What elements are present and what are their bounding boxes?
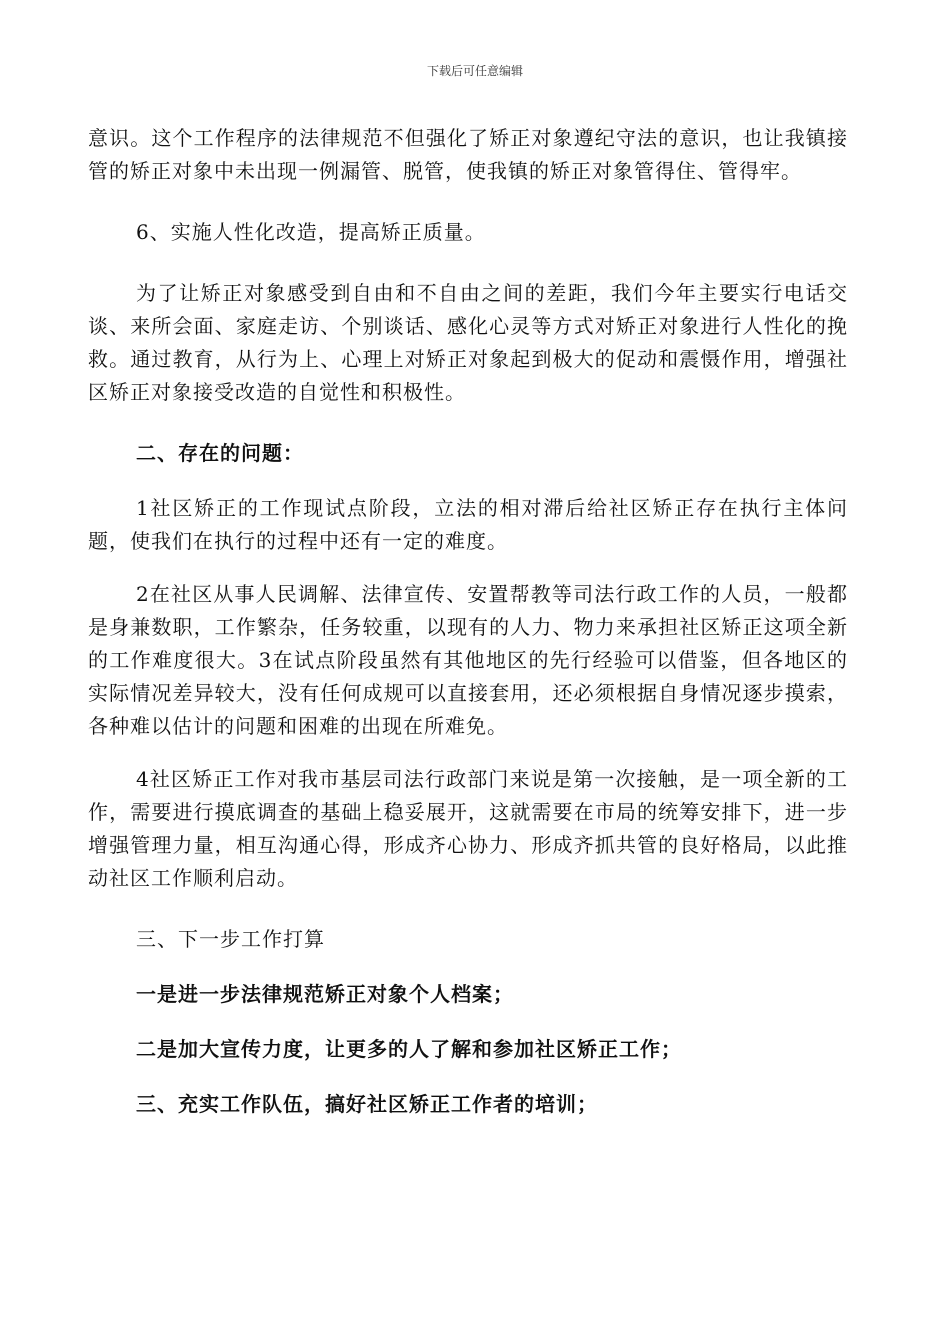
paragraph-problem-2: 2在社区从事人民调解、法律宣传、安置帮教等司法行政工作的人员，一般都是身兼数职，工作繁杂，任务较重，以现有的人力、物力来承担社区矫正这项全新的工作难度很大。3在试点阶段虽然有其他地区的先行经验可以借鉴，但各地区的实际情况差异较大，没有任何成规可以直接套用，还必须根据自身情况逐步摸索，各种难以估计的问题和困难的出现在所难免。 [88,582,848,738]
paragraph-problem-4: 4社区矫正工作对我市基层司法行政部门来说是第一次接触，是一项全新的工作，需要进行摸底调查的基础上稳妥展开，这就需要在市局的统筹安排下，进一步增强管理力量，相互沟通心得，形成齐心协力、形成齐抓共管的良好格局，以此推动社区工作顺利启动。 [88,767,848,890]
paragraph-body: 为了让矫正对象感受到自由和不自由之间的差距，我们今年主要实行电话交谈、来所会面、家庭走访、个别谈话、感化心灵等方式对矫正对象进行人性化的挽救。通过教育，从行为上、心理上对矫正对象起到极大的促动和震慑作用，增强社区矫正对象接受改造的自觉性和积极性。 [88,281,848,404]
plan-item-2: 二是加大宣传力度，让更多的人了解和参加社区矫正工作； [136,1037,682,1061]
section-item-heading: 6、实施人性化改造，提高矫正质量。 [136,220,486,244]
paragraph-continuation: 意识。这个工作程序的法律规范不但强化了矫正对象遵纪守法的意识，也让我镇接管的矫正对象中未出现一例漏管、脱管，使我镇的矫正对象管得住、管得牢。 [88,126,848,183]
page-header: 下载后可任意编辑 [426,64,523,78]
section-heading-next-steps: 三、下一步工作打算 [136,927,325,951]
section-heading-problems: 二、存在的问题： [136,441,304,465]
plan-item-3: 三、充实工作队伍，搞好社区矫正工作者的培训； [136,1092,598,1116]
paragraph-problem-1: 1社区矫正的工作现试点阶段，立法的相对滞后给社区矫正存在执行主体问题，使我们在执行的过程中还有一定的难度。 [88,496,848,553]
document-body [88,122,848,1121]
plan-item-1: 一是进一步法律规范矫正对象个人档案； [136,982,514,1006]
